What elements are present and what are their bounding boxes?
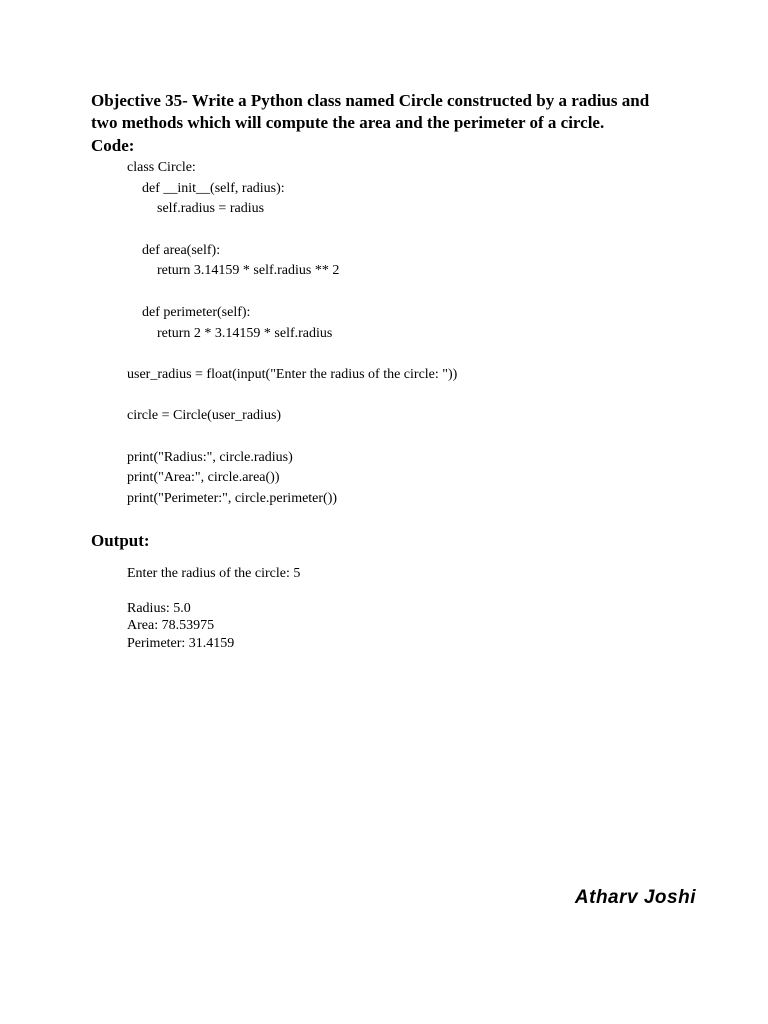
code-line: def area(self):	[142, 242, 221, 258]
objective-heading	[91, 90, 691, 134]
code-line-blank	[127, 386, 687, 407]
code-line: self.radius = radius	[157, 201, 265, 217]
objective-heading-line-2: two methods which will compute the area and the perimeter of a circle.	[91, 113, 605, 132]
author-signature: Atharv Joshi	[574, 887, 696, 908]
code-line: def __init__(self, radius):	[142, 180, 285, 196]
output-label: Output:	[91, 531, 150, 550]
code-line-blank	[127, 220, 687, 241]
code-line: return 3.14159 * self.radius ** 2	[157, 263, 340, 279]
code-line: circle = Circle(user_radius)	[127, 408, 282, 424]
code-line-blank	[127, 282, 687, 303]
code-label: Code:	[91, 136, 135, 155]
code-line: print("Perimeter:", circle.perimeter())	[127, 491, 338, 506]
output-line: Perimeter: 31.4159	[127, 635, 235, 651]
code-line: def perimeter(self):	[142, 304, 251, 320]
code-line: print("Radius:", circle.radius)	[127, 449, 293, 465]
code-line: class Circle:	[127, 160, 196, 175]
code-line-blank	[127, 427, 687, 448]
code-line-blank	[127, 344, 687, 365]
code-line: return 2 * 3.14159 * self.radius	[157, 325, 333, 341]
output-line: Radius: 5.0	[127, 600, 191, 616]
code-line: user_radius = float(input("Enter the radius of the circle: "))	[127, 366, 458, 382]
code-block	[127, 158, 687, 510]
output-line: Area: 78.53975	[127, 618, 215, 634]
output-block	[127, 565, 687, 652]
code-line: print("Area:", circle.area())	[127, 470, 280, 486]
output-prompt-line: Enter the radius of the circle: 5	[127, 566, 301, 581]
objective-heading-line-1: Objective 35- Write a Python class named Circle constructed by a radius and	[91, 91, 650, 110]
